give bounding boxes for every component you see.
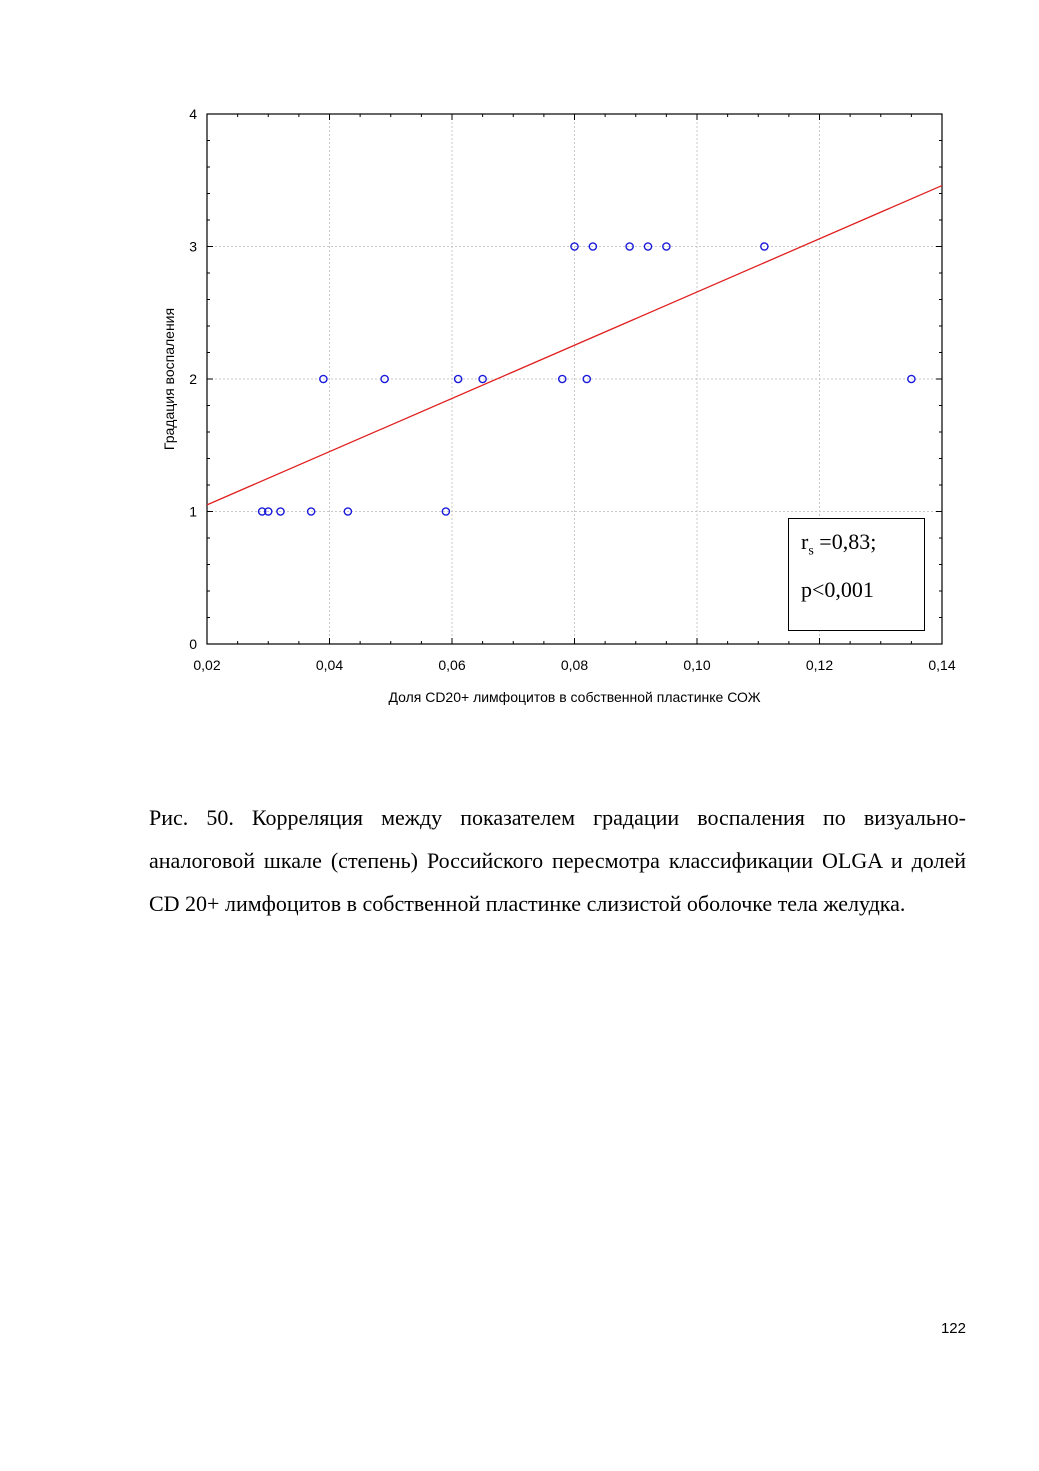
stats-box	[788, 518, 925, 631]
y-tick-label: 1	[189, 503, 197, 520]
r-subscript: s	[808, 543, 814, 559]
figure-caption: Рис. 50. Корреляция между показателем градации воспаления по визуально-аналоговой шкале (степень) Российского пересмотра классификации OLGA и долей CD 20+ лимфоцитов в собственной пластинке слизистой оболочке тела желудка.	[149, 805, 966, 916]
x-tick-label: 0,06	[438, 657, 466, 673]
x-tick-label: 0,08	[560, 657, 589, 673]
p-value: p<0,001	[801, 577, 874, 602]
x-tick-label: 0,14	[928, 657, 956, 673]
x-tick-label: 0,04	[315, 657, 344, 673]
y-tick-label: 0	[189, 636, 197, 652]
x-tick-label: 0,10	[683, 657, 711, 673]
x-tick-label: 0,02	[193, 657, 221, 673]
x-axis-title: Доля CD20+ лимфоцитов в собственной пластинке СОЖ	[388, 689, 761, 705]
regression-line	[207, 186, 942, 505]
correlation-coefficient	[801, 529, 876, 559]
r-symbol: r	[801, 529, 809, 554]
y-tick-label: 2	[189, 371, 197, 387]
y-tick-label: 4	[189, 106, 197, 122]
x-tick-label: 0,12	[805, 657, 834, 673]
y-tick-label: 3	[189, 238, 197, 255]
r-value: =0,83;	[813, 529, 877, 554]
page-number: 122	[940, 1320, 966, 1337]
y-axis-title: Градация воспаления	[161, 307, 177, 451]
